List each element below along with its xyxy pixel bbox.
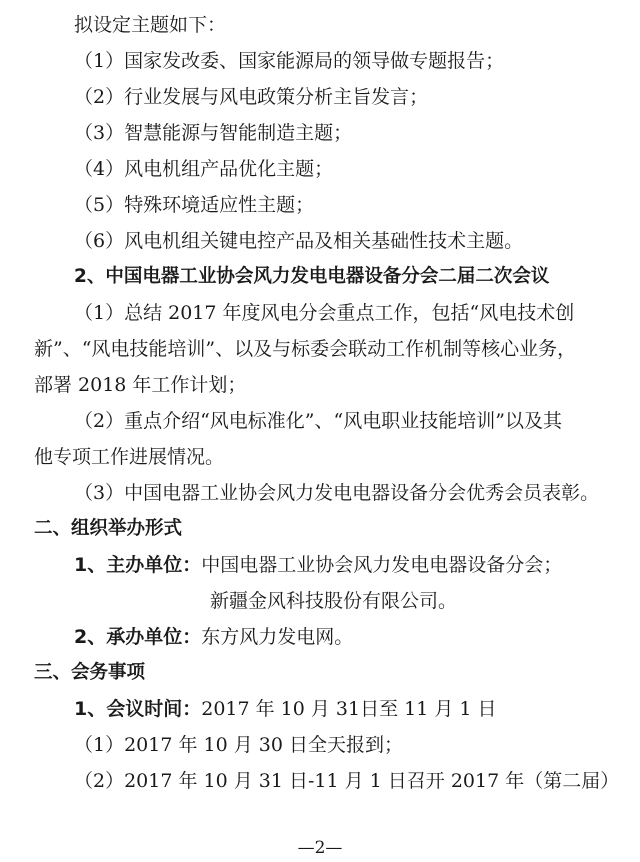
paragraph-line: 他专项工作进展情况。 bbox=[34, 446, 225, 468]
topic-item: （3）智慧能源与智能制造主题； bbox=[74, 122, 353, 144]
host-value-2: 新疆金风科技股份有限公司。 bbox=[210, 590, 458, 612]
paragraph-line: 新”、“风电技能培训”、以及与标委会联动工作机制等核心业务， bbox=[34, 338, 577, 360]
topic-item: （6）风电机组关键电控产品及相关基础性技术主题。 bbox=[74, 230, 524, 252]
meeting2-heading: 2、中国电器工业协会风力发电电器设备分会二届二次会议 bbox=[74, 266, 550, 287]
schedule-item: （2）2017 年 10 月 31 日-11 月 1 日召开 2017 年（第二届） bbox=[74, 770, 620, 792]
paragraph-line: （3）中国电器工业协会风力发电电器设备分会优秀会员表彰。 bbox=[74, 482, 600, 504]
topic-item: （2）行业发展与风电政策分析主旨发言； bbox=[74, 86, 429, 108]
schedule-item: （1）2017 年 10 月 30 日全天报到； bbox=[74, 734, 403, 756]
topic-item: （4）风电机组产品优化主题； bbox=[74, 158, 334, 180]
organizer-row bbox=[74, 624, 353, 650]
paragraph-line: （2）重点介绍“风电标准化”、“风电职业技能培训”以及其 bbox=[74, 410, 562, 432]
topics-intro: 拟设定主题如下： bbox=[74, 14, 227, 36]
host-value: 中国电器工业协会风力发电电器设备分会； bbox=[201, 554, 563, 576]
host-label: 1、主办单位： bbox=[74, 554, 202, 576]
paragraph-line: 部署 2018 年工作计划； bbox=[34, 374, 247, 396]
paragraph-line: （1）总结 2017 年度风电分会重点工作，包括“风电技术创 bbox=[74, 302, 575, 324]
section3-heading: 三、会务事项 bbox=[34, 662, 146, 683]
time-row bbox=[74, 696, 497, 722]
section2-heading: 二、组织举办形式 bbox=[34, 518, 183, 539]
topic-item: （1）国家发改委、国家能源局的领导做专题报告； bbox=[74, 50, 505, 72]
topic-item: （5）特殊环境适应性主题； bbox=[74, 194, 315, 216]
host-row bbox=[74, 552, 562, 578]
organizer-value: 东方风力发电网。 bbox=[201, 626, 354, 648]
time-label: 1、会议时间： bbox=[74, 698, 202, 720]
organizer-label: 2、承办单位： bbox=[74, 626, 202, 648]
page-number: —2— bbox=[297, 838, 343, 858]
time-value: 2017 年 10 月 31日至 11 月 1 日 bbox=[201, 698, 497, 720]
